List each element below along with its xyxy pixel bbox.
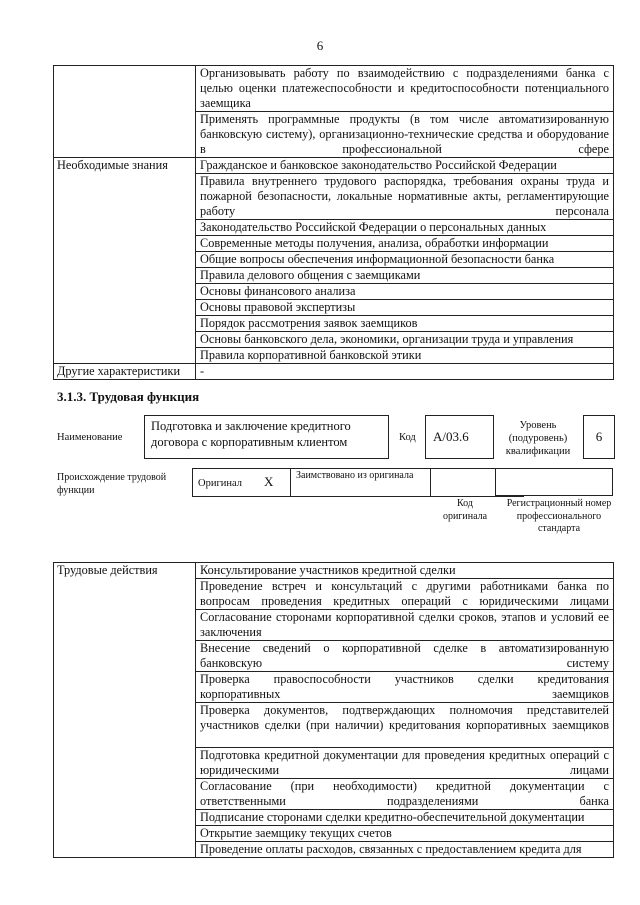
list-item: Законодательство Российской Федерации о персональных данных [196,220,614,236]
table-row [54,364,614,380]
level-label: Уровень (подуровень) квалификации [505,420,571,457]
list-item: Правила корпоративной банковской этики [196,348,614,364]
name-value: Подготовка и заключение кредитного договора с корпоративным клиентом [151,419,351,449]
list-item: Гражданское и банковское законодательство Российской Федерации [196,158,614,174]
list-item: Проверка документов, подтверждающих полномочия представителей участников сделки (при наличии) кредитования корпоративных заемщиков [196,703,614,748]
divider [192,468,193,496]
level-value: 6 [595,429,603,444]
list-item: Проведение встреч и консультаций с другими работниками банка по вопросам проведения кредитных операций с юридическими лицами [196,579,614,610]
page-number: 6 [316,38,324,53]
labor-actions-table [53,562,614,858]
name-label: Наименование [57,432,123,443]
list-item: Современные методы получения, анализа, обработки информации [196,236,614,252]
list-item: Применять программные продукты (в том числе автоматизированную банковскую систему), организационно-технические средства и оборудование в профессиональной сфере [196,112,614,158]
list-item: Согласование сторонами корпоративной сделки сроков, этапов и условий ее заключения [196,610,614,641]
name-value-box [144,415,389,459]
list-item: Основы правовой экспертизы [196,300,614,316]
list-item: Проведение оплаты расходов, связанных с предоставлением кредита для [196,842,614,858]
list-item: Внесение сведений о корпоративной сделке в автоматизированную банковскую систему [196,641,614,672]
list-item: Согласование (при необходимости) кредитной документации с ответственными подразделениями банка [196,779,614,810]
section-heading: 3.1.3. Трудовая функция [57,389,200,404]
list-item: Правила делового общения с заемщиками [196,268,614,284]
list-item: Основы финансового анализа [196,284,614,300]
code-label: Код [399,432,416,443]
row-label: Другие характеристики [54,364,196,380]
divider [290,468,291,496]
original-mark: X [264,474,274,489]
skills-knowledge-table [53,65,614,380]
list-item: Проверка правоспособности участников сделки кредитования корпоративных заемщиков [196,672,614,703]
row-label: Необходимые знания [54,158,196,364]
list-item: Организовывать работу по взаимодействию с подразделениями банка с целью оценки платежеспособности и кредитоспособности потенциального заемщика [196,66,614,112]
code-value: А/03.6 [433,429,469,444]
divider [495,468,496,496]
divider [495,495,613,496]
list-item: - [196,364,614,380]
level-value-box [583,415,615,459]
list-item: Порядок рассмотрения заявок заемщиков [196,316,614,332]
borrowed-label: Заимствовано из оригинала [296,470,414,481]
divider [612,468,613,496]
list-item: Подготовка кредитной документации для проведения кредитных операций с юридическими лицами [196,748,614,779]
table-row [54,158,614,174]
original-label: Оригинал [198,478,242,489]
row-label: Трудовые действия [54,563,196,858]
table-row [54,563,614,579]
list-item: Общие вопросы обеспечения информационной безопасности банка [196,252,614,268]
code-caption: Код оригинала [442,498,488,522]
origin-label: Происхождение трудовой функции [57,472,167,496]
reg-caption: Регистрационный номер профессионального стандарта [506,498,612,534]
divider [495,468,613,469]
list-item: Открытие заемщику текущих счетов [196,826,614,842]
divider [430,468,431,496]
code-value-box [425,415,494,459]
list-item: Основы банковского дела, экономики, организации труда и управления [196,332,614,348]
row-label [54,66,196,158]
list-item: Подписание сторонами сделки кредитно-обеспечительной документации [196,810,614,826]
table-row [54,66,614,112]
list-item: Консультирование участников кредитной сделки [196,563,614,579]
list-item: Правила внутреннего трудового распорядка, требования охраны труда и пожарной безопасности, локальные нормативные акты, регламентирующие работу персонала [196,174,614,220]
